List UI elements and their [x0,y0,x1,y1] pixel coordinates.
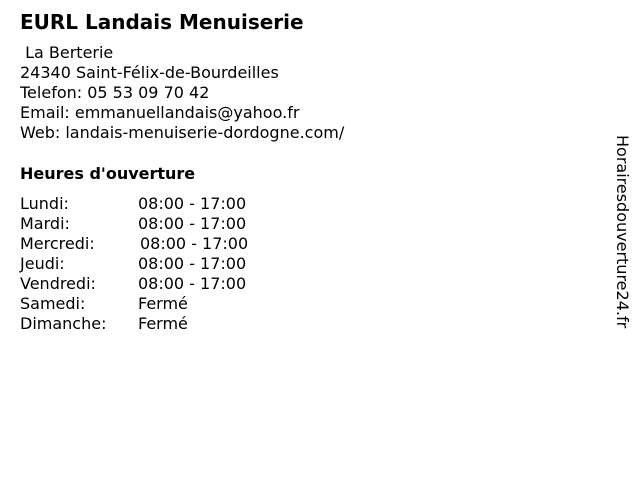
day-hours: Fermé [138,294,188,313]
hours-row-mercredi [20,234,280,254]
hours-row-vendredi [20,274,280,294]
watermark-text: Horairesdouverture24.fr [613,135,632,329]
street-address: La Berterie [20,43,114,62]
hours-row-samedi [20,294,280,314]
day-hours: 08:00 - 17:00 [138,194,247,213]
day-hours: 08:00 - 17:00 [138,214,247,233]
day-label: Dimanche: [20,314,107,333]
day-label: Samedi: [20,294,86,313]
city-address: 24340 Saint-Félix-de-Bourdeilles [20,63,279,82]
hours-row-mardi [20,214,280,234]
day-label: Mercredi: [20,234,95,253]
opening-hours-heading: Heures d'ouverture [20,164,196,183]
phone-number: Telefon: 05 53 09 70 42 [20,83,210,102]
hours-row-lundi [20,194,280,214]
day-hours: 08:00 - 17:00 [140,234,249,253]
day-hours: 08:00 - 17:00 [138,274,247,293]
day-label: Mardi: [20,214,70,233]
hours-row-jeudi [20,254,280,274]
opening-hours-table [20,194,280,334]
day-hours: Fermé [138,314,188,333]
day-label: Vendredi: [20,274,96,293]
email-address: Email: emmanuellandais@yahoo.fr [20,103,300,122]
day-hours: 08:00 - 17:00 [138,254,247,273]
business-name: EURL Landais Menuiserie [20,10,304,34]
business-contact-block [20,43,344,143]
day-label: Lundi: [20,194,69,213]
day-label: Jeudi: [20,254,65,273]
hours-row-dimanche [20,314,280,334]
website-address: Web: landais-menuiserie-dordogne.com/ [20,123,345,142]
